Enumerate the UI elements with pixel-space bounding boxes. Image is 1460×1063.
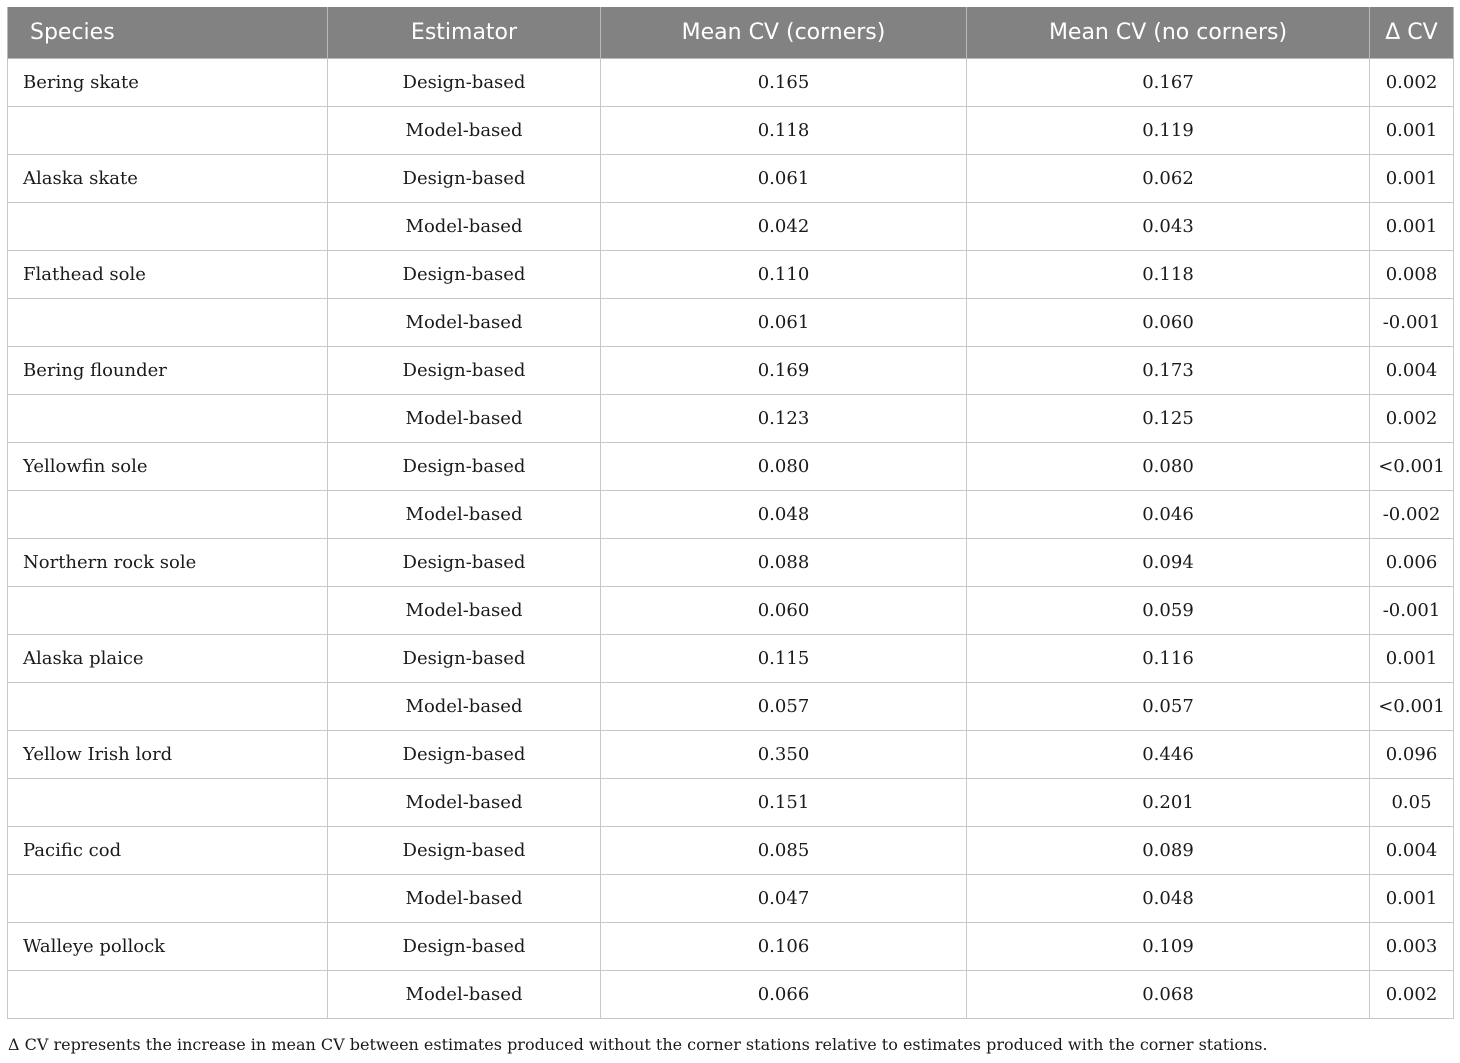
table-row [8,107,1454,155]
table-row [8,683,1454,731]
cell-delta-cv: -0.001 [1370,299,1454,347]
cell-estimator: Design-based [328,827,601,875]
table-row [8,731,1454,779]
cell-estimator: Design-based [328,59,601,107]
cell-mean-cv-no-corners: 0.059 [967,587,1370,635]
cell-mean-cv-no-corners: 0.060 [967,299,1370,347]
cell-delta-cv: 0.004 [1370,347,1454,395]
cell-delta-cv: 0.006 [1370,539,1454,587]
cell-mean-cv-no-corners: 0.173 [967,347,1370,395]
cell-mean-cv-corners: 0.165 [601,59,967,107]
cell-mean-cv-corners: 0.118 [601,107,967,155]
cell-species [8,875,328,923]
cell-mean-cv-corners: 0.061 [601,299,967,347]
table-row [8,59,1454,107]
cell-mean-cv-no-corners: 0.048 [967,875,1370,923]
cell-delta-cv: 0.096 [1370,731,1454,779]
cell-species [8,395,328,443]
cell-delta-cv: 0.05 [1370,779,1454,827]
cell-species: Yellowfin sole [8,443,328,491]
cell-estimator: Model-based [328,971,601,1019]
cell-delta-cv: 0.001 [1370,155,1454,203]
cell-species [8,491,328,539]
cell-mean-cv-corners: 0.060 [601,587,967,635]
cell-species: Northern rock sole [8,539,328,587]
cell-species: Flathead sole [8,251,328,299]
cell-delta-cv: <0.001 [1370,443,1454,491]
cell-mean-cv-no-corners: 0.094 [967,539,1370,587]
table-footnote: Δ CV represents the increase in mean CV between estimates produced without the corner stations relative to estimates produced with the corner stations. [8,1035,1268,1054]
cell-mean-cv-no-corners: 0.062 [967,155,1370,203]
header-mean-cv-no-corners: Mean CV (no corners) [967,7,1370,59]
cell-species: Pacific cod [8,827,328,875]
cell-mean-cv-no-corners: 0.119 [967,107,1370,155]
cell-mean-cv-corners: 0.123 [601,395,967,443]
cell-estimator: Design-based [328,539,601,587]
cell-estimator: Model-based [328,491,601,539]
table-row [8,395,1454,443]
table-row [8,155,1454,203]
cv-comparison-table [7,7,1454,1019]
table-row [8,587,1454,635]
cell-mean-cv-corners: 0.057 [601,683,967,731]
table-row [8,875,1454,923]
cell-estimator: Design-based [328,251,601,299]
cell-mean-cv-no-corners: 0.167 [967,59,1370,107]
table-row [8,347,1454,395]
table-row [8,539,1454,587]
table-row [8,779,1454,827]
cell-mean-cv-no-corners: 0.118 [967,251,1370,299]
cell-mean-cv-corners: 0.048 [601,491,967,539]
header-estimator: Estimator [328,7,601,59]
cell-mean-cv-corners: 0.042 [601,203,967,251]
cell-estimator: Model-based [328,587,601,635]
header-species: Species [8,7,328,59]
cell-species [8,683,328,731]
table-row [8,491,1454,539]
cell-mean-cv-corners: 0.047 [601,875,967,923]
cell-species: Walleye pollock [8,923,328,971]
cell-species [8,779,328,827]
cell-delta-cv: 0.004 [1370,827,1454,875]
cell-delta-cv: 0.008 [1370,251,1454,299]
cell-mean-cv-no-corners: 0.116 [967,635,1370,683]
header-delta-cv: Δ CV [1370,7,1454,59]
table-row [8,635,1454,683]
table-row [8,971,1454,1019]
cell-mean-cv-corners: 0.115 [601,635,967,683]
cell-estimator: Model-based [328,107,601,155]
cell-species [8,203,328,251]
cell-mean-cv-corners: 0.061 [601,155,967,203]
cell-estimator: Design-based [328,731,601,779]
table-header-row [8,7,1454,59]
cell-delta-cv: <0.001 [1370,683,1454,731]
table-row [8,923,1454,971]
cell-estimator: Design-based [328,923,601,971]
table-body [8,59,1454,1019]
cell-estimator: Design-based [328,155,601,203]
header-mean-cv-corners: Mean CV (corners) [601,7,967,59]
cell-species [8,107,328,155]
cell-estimator: Design-based [328,635,601,683]
cell-mean-cv-no-corners: 0.068 [967,971,1370,1019]
cell-estimator: Design-based [328,443,601,491]
cell-delta-cv: 0.001 [1370,203,1454,251]
cell-mean-cv-corners: 0.088 [601,539,967,587]
cell-mean-cv-no-corners: 0.046 [967,491,1370,539]
table-row [8,203,1454,251]
cell-species [8,971,328,1019]
cell-mean-cv-corners: 0.106 [601,923,967,971]
cell-mean-cv-corners: 0.169 [601,347,967,395]
cell-species [8,299,328,347]
cell-delta-cv: 0.001 [1370,875,1454,923]
cell-estimator: Design-based [328,347,601,395]
cell-mean-cv-no-corners: 0.089 [967,827,1370,875]
cell-delta-cv: 0.001 [1370,635,1454,683]
cell-mean-cv-corners: 0.066 [601,971,967,1019]
cell-species: Alaska plaice [8,635,328,683]
cell-estimator: Model-based [328,299,601,347]
cell-estimator: Model-based [328,875,601,923]
cell-mean-cv-corners: 0.350 [601,731,967,779]
cell-estimator: Model-based [328,779,601,827]
cell-mean-cv-no-corners: 0.043 [967,203,1370,251]
cell-estimator: Model-based [328,395,601,443]
cell-mean-cv-no-corners: 0.109 [967,923,1370,971]
cell-delta-cv: -0.002 [1370,491,1454,539]
cell-mean-cv-no-corners: 0.125 [967,395,1370,443]
cell-species [8,587,328,635]
cell-delta-cv: -0.001 [1370,587,1454,635]
cell-mean-cv-no-corners: 0.080 [967,443,1370,491]
cell-estimator: Model-based [328,203,601,251]
cell-delta-cv: 0.002 [1370,395,1454,443]
cell-species: Bering flounder [8,347,328,395]
cell-species: Yellow Irish lord [8,731,328,779]
cell-delta-cv: 0.003 [1370,923,1454,971]
cell-estimator: Model-based [328,683,601,731]
cell-mean-cv-corners: 0.080 [601,443,967,491]
cell-delta-cv: 0.001 [1370,107,1454,155]
table-row [8,251,1454,299]
cell-mean-cv-no-corners: 0.201 [967,779,1370,827]
cell-mean-cv-corners: 0.110 [601,251,967,299]
cell-delta-cv: 0.002 [1370,971,1454,1019]
cell-mean-cv-corners: 0.085 [601,827,967,875]
cell-species: Alaska skate [8,155,328,203]
table-row [8,299,1454,347]
table-row [8,443,1454,491]
cell-mean-cv-no-corners: 0.446 [967,731,1370,779]
cell-species: Bering skate [8,59,328,107]
cell-mean-cv-corners: 0.151 [601,779,967,827]
cell-delta-cv: 0.002 [1370,59,1454,107]
table-row [8,827,1454,875]
cell-mean-cv-no-corners: 0.057 [967,683,1370,731]
